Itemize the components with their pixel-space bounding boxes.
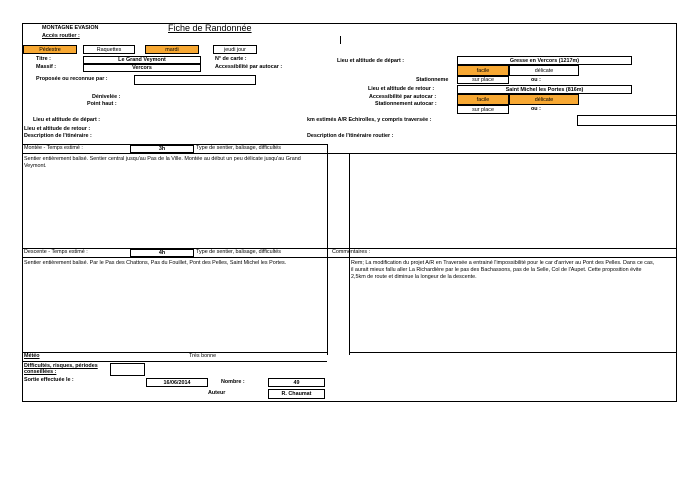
commentaires-text: Rem; La modification du projet A/R en Traversée a entrainé l'impossibilité pour le car d'arriver au Pont des Pelles. Dans ce cas, il aurait mieux fallu aller La Richardière par le pas des Bachassons, pas de la Selle, Col de l'Aupet. Cette proposition évite 2,5km de route et diminue la longeur de la descente. (351, 260, 655, 280)
auteur-label: Auteur (208, 390, 226, 396)
stationneme-label: Stationneme (416, 77, 449, 83)
propose-field[interactable] (134, 75, 256, 85)
propose-label: Proposée ou reconnue par : (36, 76, 108, 82)
titre-label: Titre : (36, 56, 51, 62)
desc-itin-label: Description de l'itinéraire : (24, 133, 92, 139)
divider (22, 352, 327, 353)
retour-accessibilite-label: Accessibilité par autocar : (369, 94, 437, 100)
raquettes-cell[interactable]: Raquettes (83, 45, 135, 54)
difficultes-field[interactable] (110, 363, 145, 376)
montee-time[interactable]: 3h (130, 145, 194, 153)
club-name: MONTAGNE EVASION (42, 25, 99, 31)
desc-itin-routier-label: Description de l'itinéraire routier : (307, 133, 394, 139)
retour-delicate[interactable]: délicate (509, 94, 579, 105)
pedestre-cell[interactable]: Pédestre (23, 45, 77, 54)
nombre-value[interactable]: 49 (268, 378, 325, 387)
retour-left-label: Lieu et altitude de retour : (24, 126, 91, 132)
commentaires-label: Commentaires : (332, 249, 371, 255)
difficultes-label: Difficultés, risques, périodes conseillées : (24, 363, 98, 375)
retour-sur-place[interactable]: sur place (457, 105, 509, 114)
accessibilite-label: Accessibilité par autocar : (215, 64, 283, 70)
descente-type-label: Type de sentier, balisage, difficultés (196, 249, 282, 255)
mardi-cell[interactable]: mardi (145, 45, 199, 54)
retour-facile[interactable]: facile (457, 94, 509, 105)
depart-label: Lieu et altitude de départ : (337, 58, 405, 64)
stationnement-label: Stationnement autocar : (375, 101, 437, 107)
nombre-label: Nombre : (221, 379, 245, 385)
descente-label: Descente - Temps estimé : (24, 249, 88, 255)
massif-label: Massif : (36, 64, 57, 70)
acces-routier-label: Accès routier : (42, 33, 80, 39)
divider (327, 144, 328, 355)
depart-ou: ou : (531, 77, 541, 83)
carte-label: N° de carte : (215, 56, 247, 62)
depart-delicate[interactable]: délicate (509, 65, 579, 76)
depart-facile[interactable]: facile (457, 65, 509, 76)
auteur-value[interactable]: R. Chaumat (268, 389, 325, 399)
montee-label: Montée - Temps estimé : (24, 145, 83, 151)
depart-sur-place[interactable]: sur place (457, 76, 509, 84)
divider (22, 361, 327, 362)
km-estimes-label: km estimés A/R Echirolles, y compris traversée : (307, 117, 432, 123)
massif-field[interactable]: Vercors (83, 64, 201, 72)
denivele-label: Dénivelée : (92, 94, 121, 100)
sortie-label: Sortie effectuée le : (24, 377, 74, 383)
cursor-mark (340, 36, 341, 44)
page-title: Fiche de Randonnée (168, 23, 252, 33)
titre-field[interactable]: Le Grand Veymont (83, 56, 201, 64)
depart-left-label: Lieu et altitude de départ : (33, 117, 101, 123)
depart-field[interactable]: Gresse en Vercors (1217m) (457, 56, 632, 65)
sortie-date[interactable]: 16/06/2014 (146, 378, 208, 387)
montee-text: Sentier entièrement balisé. Sentier central jusqu'au Pas de la Ville. Montée au début un peu délicate jusqu'au Grand Veymont. (24, 156, 301, 169)
montee-type-label: Type de sentier, balisage, difficultés (196, 145, 282, 151)
jeudi-cell[interactable]: jeudi jour (213, 45, 257, 54)
retour-field[interactable]: Saint Michel les Portes (816m) (457, 85, 632, 94)
meteo-value: Très bonne (189, 353, 217, 359)
retour-label: Lieu et altitude de retour : (368, 86, 435, 92)
retour-ou: ou : (531, 106, 541, 112)
meteo-label: Météo (24, 353, 40, 359)
descente-text: Sentier entièrement balisé. Par le Pas des Chattons, Pas du Fouillet, Pont des Pelles, Saint Michel les Portes. (24, 260, 287, 266)
divider (349, 352, 677, 353)
retour-ou-field[interactable] (577, 115, 677, 126)
divider (22, 257, 677, 258)
point-haut-label: Point haut : (87, 101, 117, 107)
descente-time[interactable]: 4h (130, 249, 194, 257)
